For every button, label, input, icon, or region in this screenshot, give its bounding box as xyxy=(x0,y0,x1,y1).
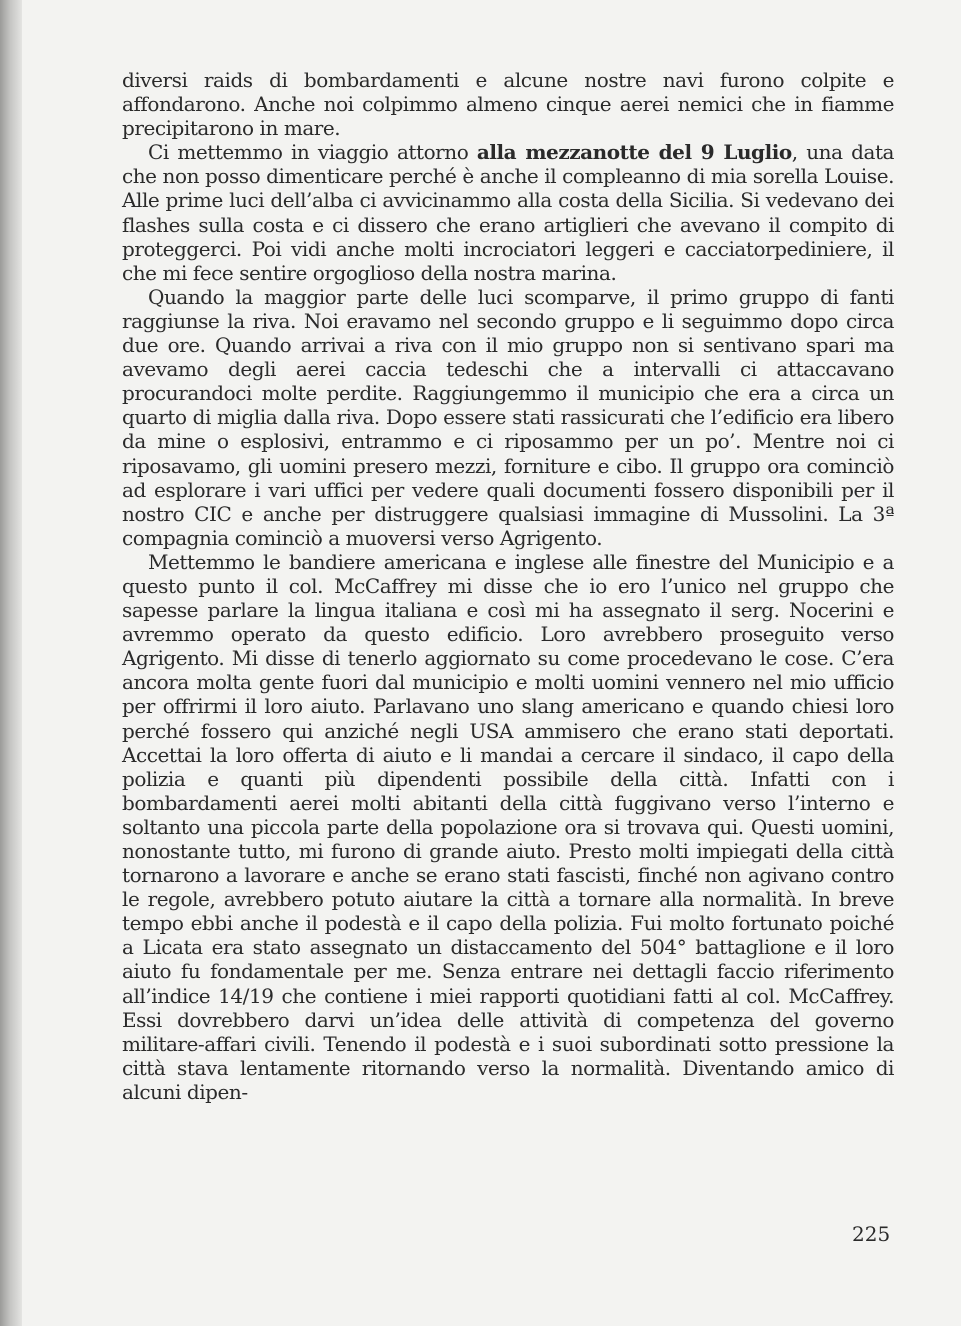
paragraph-3 xyxy=(122,285,894,550)
paragraph-2-text-a: Ci mettemmo in viaggio attorno xyxy=(148,140,477,165)
paragraph-2 xyxy=(122,140,894,285)
paragraph-4 xyxy=(122,550,894,1104)
page-number: 225 xyxy=(852,1222,891,1246)
paragraph-1-text: diversi raids di bombardamenti e alcune nostre navi furono colpite e affondarono. Anche noi colpimmo almeno cinque aerei nemici che in fiamme precipitarono in mare. xyxy=(122,68,894,141)
paragraph-2-text-b: , una data che non posso dimenticare perché è anche il compleanno di mia sorella Louise. Alle prime luci dell’alba ci avvicinammo alla costa della Sicilia. Si vedevano dei flashes sulla costa e ci dissero che erano artiglieri che avevano il compito di proteggerci. Poi vidi anche molti incrociatori leggeri e cacciatorpediniere, il che mi fece sentire orgoglioso della nostra marina. xyxy=(122,140,894,285)
paragraph-4-text: Mettemmo le bandiere americana e inglese alle finestre del Municipio e a questo punto il col. McCaffrey mi disse che io ero l’unico nel gruppo che sapesse parlare la lingua italiana e così mi ha assegnato il serg. Nocerini e avremmo operato da questo edificio. Loro avrebbero proseguito verso Agrigento. Mi disse di tenerlo aggiornato su come procedevano le cose. C’era ancora molta gente fuori dal municipio e molti uomini vennero nel mio ufficio per offrirmi il loro aiuto. Parlavano uno slang americano e quando chiesi loro perché fossero qui anziché negli USA ammisero che erano stati deportati. Accettai la loro offerta di aiuto e li mandai a cercare il sindaco, il capo della polizia e quanti più dipendenti possibile della città. Infatti con i bombardamenti aerei molti abitanti della città fuggivano verso l’interno e soltanto una piccola parte della popolazione ora si trovava qui. Questi uomini, nonostante tutto, mi furono di grande aiuto. Presto molti impiegati della città tornarono a lavorare e anche se erano stati fascisti, finché non agivano contro le regole, avrebbero potuto aiutare la città a tornare alla normalità. In breve tempo ebbi anche il podestà e il capo della polizia. Fui molto fortunato poiché a Licata era stato assegnato un distaccamento del 504° battaglione e il loro aiuto fu fondamentale per me. Senza entrare nei dettagli faccio riferimento all’indice 14/19 che contiene i miei rapporti quotidiani fatti al col. McCaffrey. Essi dovrebbero darvi un’idea delle attività di competenza del governo militare-affari civili. Tenendo il podestà e i suoi subordinati sotto pressione la città stava lentamente ritornando verso la normalità. Diventando amico di alcuni dipen- xyxy=(122,549,894,1104)
paragraph-3-text: Quando la maggior parte delle luci scomparve, il primo gruppo di fanti raggiunse la riva. Noi eravamo nel secondo gruppo e li seguimmo dopo circa due ore. Quando arrivai a riva con il mio gruppo non si sentivano spari ma avevamo degli aerei caccia tedeschi che a intervalli ci attaccavano procurandoci molte perdite. Raggiungemmo il municipio che era a circa un quarto di miglia dalla riva. Dopo essere stati rassicurati che l’edificio era libero da mine o esplosivi, entrammo e ci riposammo per un po’. Mentre noi ci riposavamo, gli uomini presero mezzi, forniture e cibo. Il gruppo ora cominciò ad esplorare i vari uffici per vedere quali documenti fossero disponibili per il nostro CIC e anche per distruggere qualsiasi immagine di Mussolini. La 3ª compagnia cominciò a muoversi verso Agrigento. xyxy=(122,284,894,550)
body-text xyxy=(122,68,894,1104)
paragraph-1 xyxy=(122,68,894,140)
page-binding-shadow xyxy=(0,0,22,1326)
paragraph-2-bold-date: alla mezzanotte del 9 Luglio xyxy=(476,140,792,165)
